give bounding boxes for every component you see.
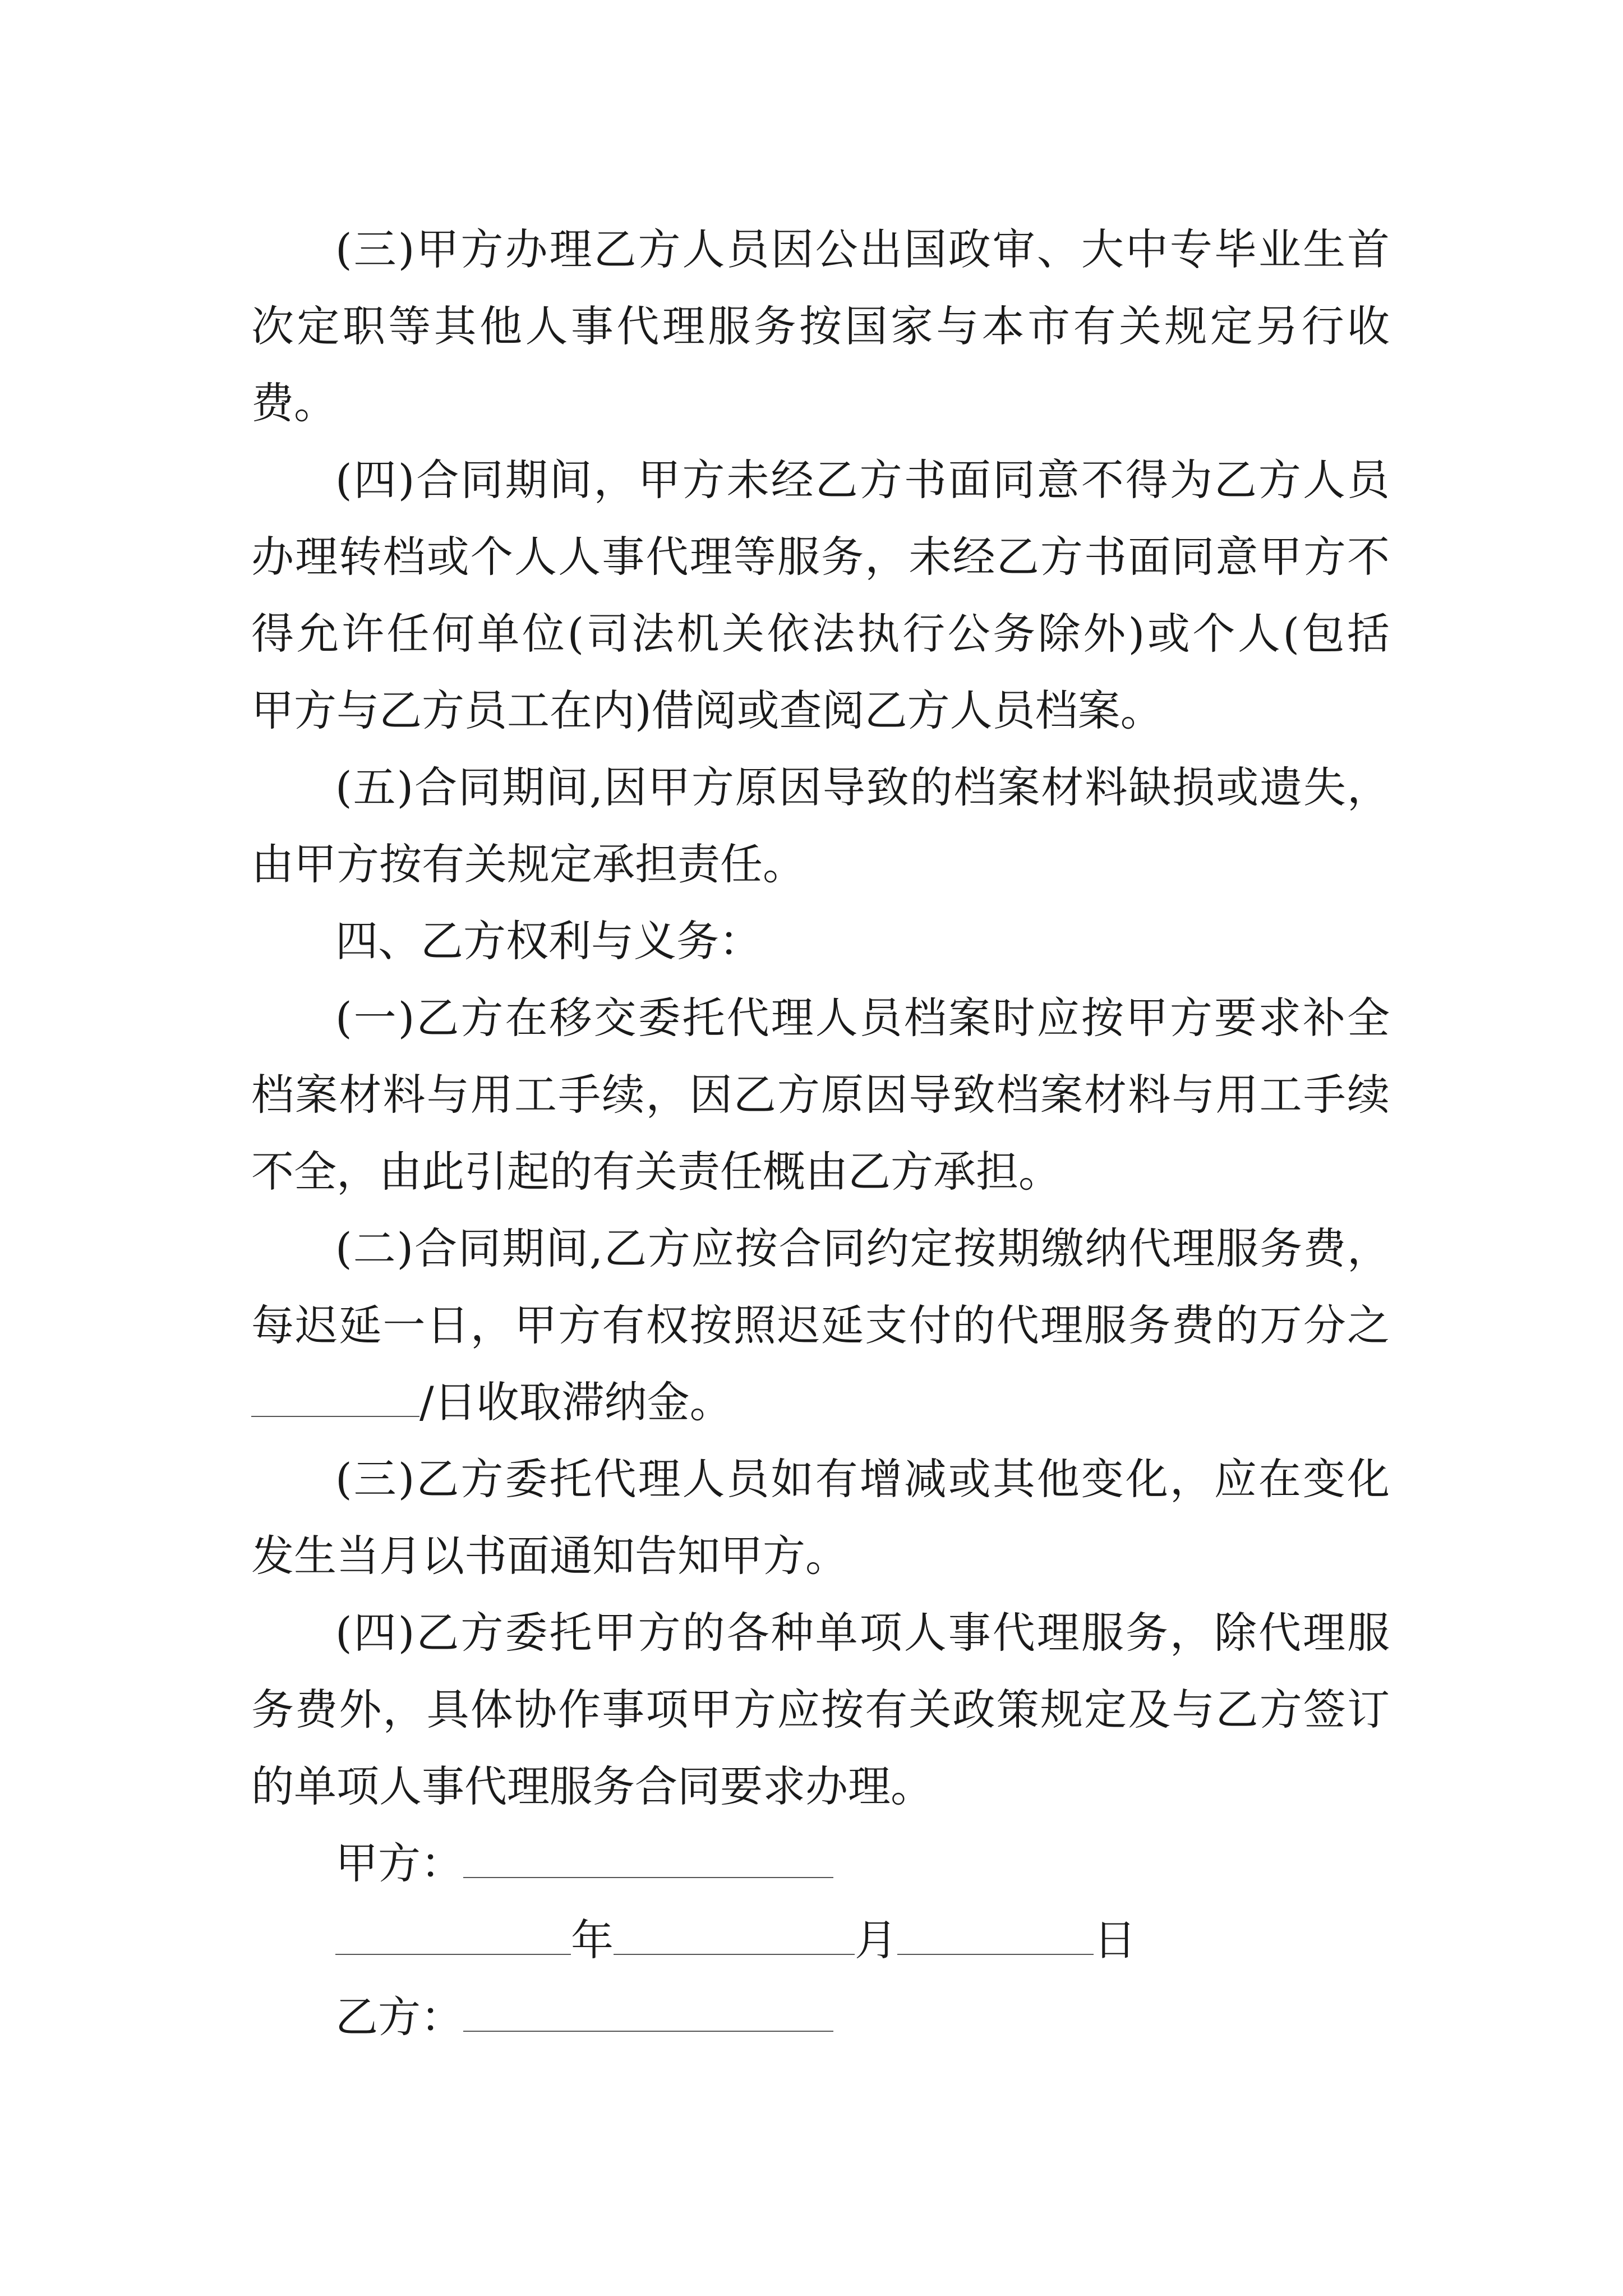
paragraph-7-line-3: 的单项人事代理服务合同要求办理。 xyxy=(251,1761,933,1811)
paragraph-7-line-1: (四)乙方委托甲方的各种单项人事代理服务，除代理服 xyxy=(335,1608,1390,1658)
paragraph-5-line-3 xyxy=(251,1360,732,1444)
month-blank[interactable] xyxy=(614,1921,855,1955)
paragraph-5-line-1: (二)合同期间,乙方应按合同约定按期缴纳代理服务费， xyxy=(335,1223,1390,1273)
paragraph-1-line-2: 次定职等其他人事代理服务按国家与本市有关规定另行收 xyxy=(251,301,1390,351)
paragraph-1-line-1: (三)甲方办理乙方人员因公出国政审、大中专毕业生首 xyxy=(335,224,1390,274)
paragraph-4-line-1: (一)乙方在移交委托代理人员档案时应按甲方要求补全 xyxy=(335,993,1390,1043)
paragraph-3-line-1: (五)合同期间,因甲方原因导致的档案材料缺损或遗失， xyxy=(335,762,1390,812)
party-a-blank[interactable] xyxy=(463,1844,833,1878)
party-b-label: 乙方： xyxy=(335,1992,463,2042)
date-line xyxy=(335,1898,1136,1982)
party-a-label: 甲方： xyxy=(335,1838,463,1888)
paragraph-2-line-4: 甲方与乙方员工在内)借阅或查阅乙方人员档案。 xyxy=(251,685,1163,735)
paragraph-7-line-2: 务费外，具体协作事项甲方应按有关政策规定及与乙方签订 xyxy=(251,1685,1390,1734)
paragraph-2-line-2: 办理转档或个人人事代理等服务，未经乙方书面同意甲方不 xyxy=(251,532,1390,582)
party-a-signature-line xyxy=(335,1821,833,1906)
paragraph-4-line-3: 不全，由此引起的有关责任概由乙方承担。 xyxy=(251,1147,1061,1197)
paragraph-2-line-3: 得允许任何单位(司法机关依法执行公务除外)或个人(包括 xyxy=(251,609,1390,659)
day-blank[interactable] xyxy=(897,1921,1094,1955)
paragraph-6-line-2: 发生当月以书面通知告知甲方。 xyxy=(251,1531,848,1581)
late-fee-suffix: /日收取滞纳金。 xyxy=(419,1377,732,1427)
month-label: 月 xyxy=(855,1915,897,1965)
day-label: 日 xyxy=(1094,1915,1136,1965)
paragraph-4-line-2: 档案材料与用工手续，因乙方原因导致档案材料与用工手续 xyxy=(251,1070,1390,1120)
paragraph-1-line-3: 费。 xyxy=(251,378,336,428)
paragraph-5-line-2: 每迟延一日，甲方有权按照迟延支付的代理服务费的万分之 xyxy=(251,1300,1390,1350)
year-label: 年 xyxy=(571,1915,614,1965)
paragraph-6-line-1: (三)乙方委托代理人员如有增减或其他变化，应在变化 xyxy=(335,1454,1390,1504)
year-blank[interactable] xyxy=(335,1921,571,1955)
party-b-blank[interactable] xyxy=(463,1998,833,2032)
late-fee-rate-blank[interactable] xyxy=(251,1383,419,1417)
paragraph-2-line-1: (四)合同期间，甲方未经乙方书面同意不得为乙方人员 xyxy=(335,455,1390,505)
paragraph-3-line-2: 由甲方按有关规定承担责任。 xyxy=(251,839,805,889)
party-b-signature-line xyxy=(335,1975,833,2059)
section-4-heading: 四、乙方权利与义务： xyxy=(335,916,762,966)
